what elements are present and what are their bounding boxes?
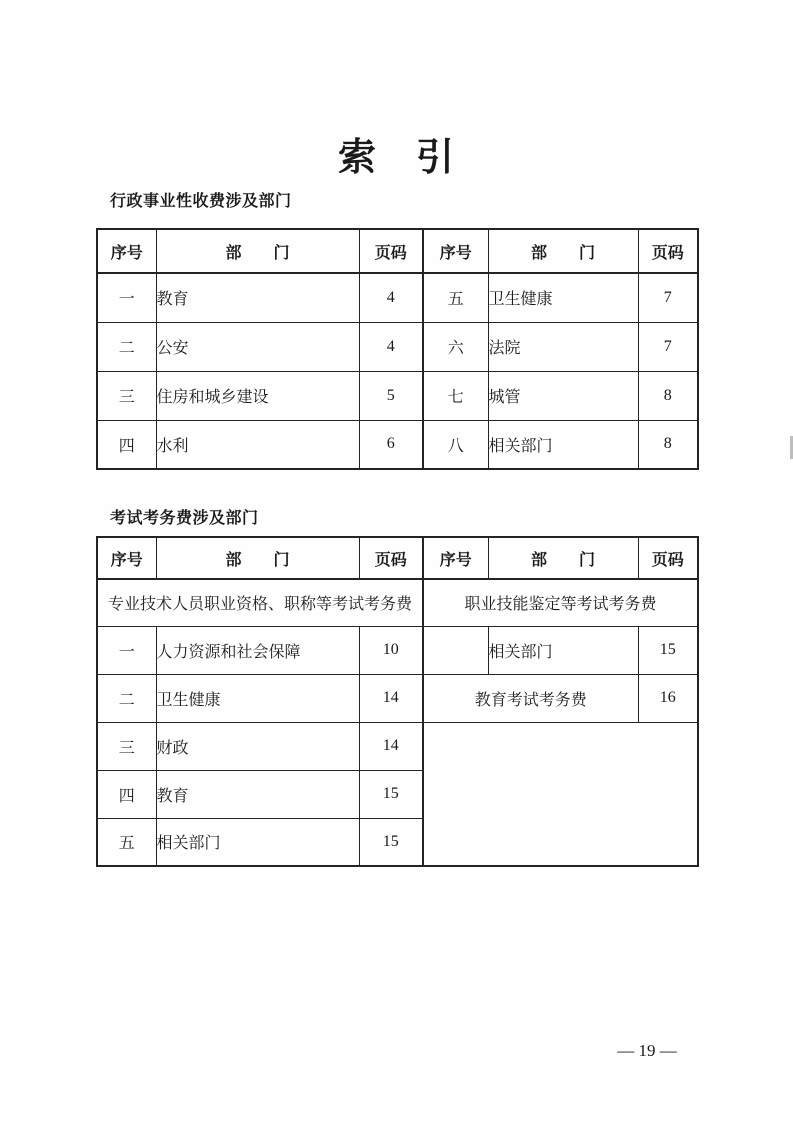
section-heading-admin-fees: 行政事业性收费涉及部门 (110, 193, 292, 210)
dept-cell: 教育 (156, 770, 359, 818)
table-header-row (97, 229, 698, 273)
dept-cell: 城管 (488, 371, 638, 420)
page-cell: 10 (359, 626, 423, 674)
dept-cell: 财政 (156, 722, 359, 770)
dept-cell: 教育 (156, 273, 359, 322)
seq-cell: 一 (97, 273, 156, 322)
seq-cell: 八 (423, 420, 488, 469)
seq-cell: 四 (97, 770, 156, 818)
col-header-seq: 序号 (423, 229, 488, 273)
page-cell: 15 (359, 770, 423, 818)
col-header-seq: 序号 (423, 537, 488, 579)
seq-cell: 六 (423, 322, 488, 371)
table-row (97, 420, 698, 469)
page-cell: 14 (359, 674, 423, 722)
seq-cell: 二 (97, 322, 156, 371)
page-cell: 7 (638, 322, 698, 371)
dept-cell: 相关部门 (488, 626, 638, 674)
col-header-dept: 部 门 (488, 537, 638, 579)
table-row (97, 626, 698, 674)
page-cell: 4 (359, 273, 423, 322)
admin-fees-table (96, 228, 699, 470)
page-cell: 7 (638, 273, 698, 322)
col-header-seq: 序号 (97, 537, 156, 579)
page-cell: 16 (638, 674, 698, 722)
dept-cell: 住房和城乡建设 (156, 371, 359, 420)
page-cell: 5 (359, 371, 423, 420)
seq-cell: 五 (97, 818, 156, 866)
table-row (97, 371, 698, 420)
table-row (97, 722, 698, 770)
dept-cell: 人力资源和社会保障 (156, 626, 359, 674)
table-row (97, 322, 698, 371)
table-row (97, 674, 698, 722)
col-header-dept: 部 门 (156, 537, 359, 579)
seq-cell: 三 (97, 722, 156, 770)
col-header-page: 页码 (638, 229, 698, 273)
table-header-row (97, 537, 698, 579)
seq-cell: 三 (97, 371, 156, 420)
col-header-page: 页码 (359, 537, 423, 579)
table-row (97, 273, 698, 322)
empty-region (423, 722, 698, 866)
seq-cell: 七 (423, 371, 488, 420)
seq-cell: 二 (97, 674, 156, 722)
page-cell: 8 (638, 420, 698, 469)
section-heading-exam-fees: 考试考务费涉及部门 (110, 510, 259, 527)
merged-category-cell: 教育考试考务费 (423, 674, 638, 722)
dept-cell: 水利 (156, 420, 359, 469)
dept-cell: 卫生健康 (488, 273, 638, 322)
page-cell: 6 (359, 420, 423, 469)
page-title: 索 引 (337, 137, 455, 179)
seq-cell: 五 (423, 273, 488, 322)
category-cell-professional: 专业技术人员职业资格、职称等考试考务费 (97, 579, 423, 626)
page-cell: 15 (359, 818, 423, 866)
page-cell: 8 (638, 371, 698, 420)
exam-fees-table (96, 536, 699, 867)
page-cell: 15 (638, 626, 698, 674)
col-header-dept: 部 门 (488, 229, 638, 273)
page-number: — 19 — (617, 1041, 677, 1060)
category-cell-vocational: 职业技能鉴定等考试考务费 (423, 579, 698, 626)
dept-cell: 卫生健康 (156, 674, 359, 722)
col-header-dept: 部 门 (156, 229, 359, 273)
seq-cell: 四 (97, 420, 156, 469)
category-row (97, 579, 698, 626)
seq-cell-empty (423, 626, 488, 674)
col-header-page: 页码 (638, 537, 698, 579)
dept-cell: 相关部门 (156, 818, 359, 866)
col-header-seq: 序号 (97, 229, 156, 273)
page-cell: 4 (359, 322, 423, 371)
dept-cell: 法院 (488, 322, 638, 371)
seq-cell: 一 (97, 626, 156, 674)
col-header-page: 页码 (359, 229, 423, 273)
dept-cell: 公安 (156, 322, 359, 371)
dept-cell: 相关部门 (488, 420, 638, 469)
page-cell: 14 (359, 722, 423, 770)
